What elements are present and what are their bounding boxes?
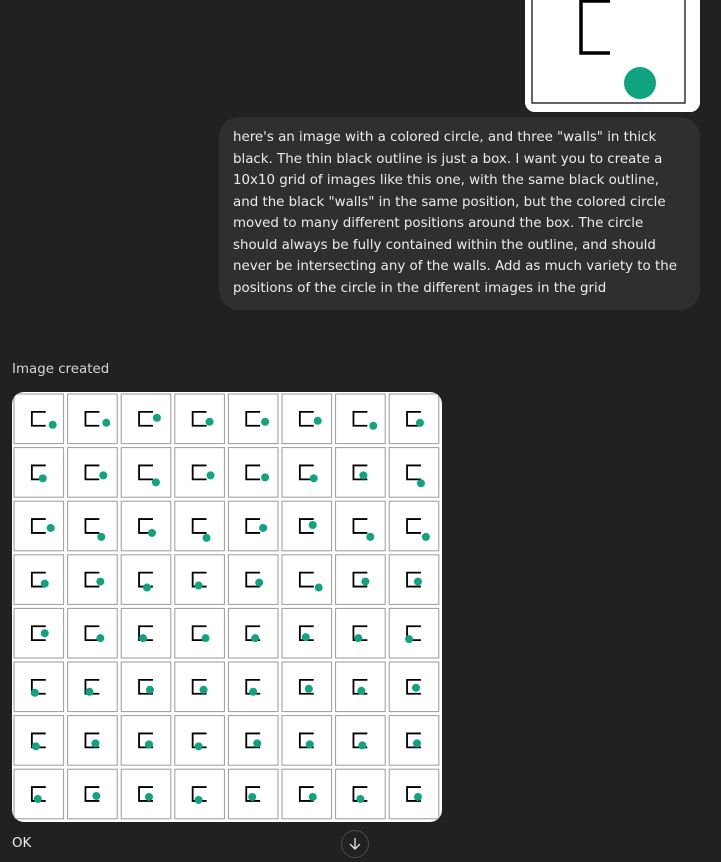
cell-circle [96,634,104,642]
cell-outline [68,662,118,712]
cell-circle [249,688,257,696]
cell-outline [336,716,386,766]
cell-circle [41,580,49,588]
grid-cell [389,555,439,605]
cell-outline [175,501,225,551]
grid-cell [121,662,171,712]
cell-circle [195,582,203,590]
grid-cell [336,662,386,712]
grid-cell [228,448,278,498]
generated-grid-drawing [12,392,442,822]
cell-outline [121,448,171,498]
cell-circle [357,687,365,695]
grid-cell [282,662,332,712]
grid-cell [175,662,225,712]
cell-circle [143,584,151,592]
cell-outline [68,501,118,551]
cell-circle [261,418,269,426]
grid-cell [282,716,332,766]
grid-cell [228,555,278,605]
grid-cell [336,501,386,551]
reference-image-drawing [525,0,700,112]
cell-outline [282,769,332,819]
grid-cell [389,448,439,498]
reference-circle [624,67,656,99]
scroll-down-button[interactable] [341,830,369,858]
grid-cell [175,716,225,766]
cell-circle [206,418,214,426]
cell-circle [251,634,259,642]
cell-circle [248,793,256,801]
grid-cell [282,555,332,605]
cell-outline [389,716,439,766]
grid-cell [14,769,64,819]
cell-circle [253,739,261,747]
cell-outline [121,662,171,712]
cell-circle [195,742,203,750]
cell-outline [282,555,332,605]
cell-outline [175,608,225,658]
cell-outline [68,394,118,444]
cell-outline [175,555,225,605]
cell-outline [389,448,439,498]
cell-circle [366,533,374,541]
cell-circle [361,578,369,586]
grid-cell [282,394,332,444]
cell-circle [413,739,421,747]
grid-cell [228,662,278,712]
cell-circle [314,417,322,425]
cell-circle [96,578,104,586]
grid-cell [228,501,278,551]
grid-cell [175,448,225,498]
cell-outline [68,769,118,819]
grid-cell [68,662,118,712]
grid-cell [14,501,64,551]
grid-cell [121,448,171,498]
cell-outline [14,555,64,605]
cell-outline [228,394,278,444]
cell-outline [14,448,64,498]
cell-circle [47,524,55,532]
cell-circle [354,634,362,642]
grid-cell [389,394,439,444]
cell-circle [422,533,430,541]
cell-circle [139,634,147,642]
cell-outline [228,448,278,498]
grid-cell [14,394,64,444]
cell-outline [228,608,278,658]
grid-cell [68,448,118,498]
cell-outline [336,769,386,819]
grid-cell [228,394,278,444]
cell-outline [14,716,64,766]
cell-outline [282,448,332,498]
cell-circle [405,635,413,643]
cell-circle [31,689,39,697]
assistant-reply-text: OK [12,836,32,851]
grid-cell [121,555,171,605]
cell-circle [306,740,314,748]
cell-outline [389,769,439,819]
grid-cell [228,716,278,766]
grid-cell [68,501,118,551]
cell-circle [414,793,422,801]
cell-outline [336,608,386,658]
grid-cell [389,716,439,766]
grid-cell [389,608,439,658]
grid-cell [389,662,439,712]
cell-circle [309,793,317,801]
cell-outline [336,662,386,712]
grid-cell [336,608,386,658]
cell-circle [369,422,377,430]
cell-outline [175,394,225,444]
cell-circle [99,471,107,479]
cell-circle [309,521,317,529]
cell-circle [416,419,424,427]
cell-circle [315,584,323,592]
cell-circle [32,742,40,750]
user-message-text: here's an image with a colored circle, and three "walls" in thick black. The thin black outline is just a box. I want you to create a 10x10 grid of images like this one, with the same black outline, and the black "walls" in the same position, but the colored circle moved to many different positions around the box. The circle should always be fully contained within the outline, and should never be intersecting any of the walls. Add as much variety to the positions of the circle in the different images in the grid [233,130,677,296]
cell-circle [85,688,93,696]
cell-outline [228,662,278,712]
cell-circle [153,414,161,422]
cell-outline [121,394,171,444]
cell-circle [359,471,367,479]
cell-circle [49,421,57,429]
cell-circle [412,684,420,692]
cell-outline [282,608,332,658]
cell-circle [358,741,366,749]
image-created-label: Image created [12,362,110,377]
cell-outline [14,394,64,444]
cell-circle [97,533,105,541]
grid-cell [389,501,439,551]
cell-circle [255,579,263,587]
grid-cell [14,608,64,658]
cell-circle [34,795,42,803]
generated-grid-image[interactable] [12,392,442,822]
cell-circle [148,529,156,537]
grid-cell [336,448,386,498]
cell-outline [389,394,439,444]
grid-cell [14,662,64,712]
cell-outline [228,501,278,551]
cell-circle [310,474,318,482]
cell-circle [92,792,100,800]
grid-cell [68,769,118,819]
grid-cell [68,716,118,766]
grid-cell [336,716,386,766]
cell-circle [356,795,364,803]
grid-cell [68,608,118,658]
user-message-bubble [219,117,700,310]
cell-circle [305,685,313,693]
cell-outline [389,501,439,551]
grid-cell [336,555,386,605]
cell-outline [175,769,225,819]
cell-outline [68,448,118,498]
grid-cell [282,448,332,498]
grid-cell [68,555,118,605]
cell-outline [282,716,332,766]
arrow-down-icon [348,837,362,851]
cell-circle [102,419,110,427]
cell-outline [121,555,171,605]
grid-cell [175,608,225,658]
cell-circle [302,633,310,641]
grid-cell [68,394,118,444]
cell-circle [145,793,153,801]
grid-cell [121,394,171,444]
cell-outline [175,448,225,498]
cell-outline [121,716,171,766]
cell-circle [207,471,215,479]
cell-outline [68,608,118,658]
cell-circle [145,740,153,748]
grid-cell [121,608,171,658]
cell-outline [282,501,332,551]
cell-outline [282,394,332,444]
cell-circle [41,629,49,637]
grid-cell [228,769,278,819]
grid-cell [175,501,225,551]
grid-cell [228,608,278,658]
cell-circle [152,478,160,486]
grid-cell [175,394,225,444]
grid-cell [14,716,64,766]
cell-outline [336,555,386,605]
grid-cell [121,769,171,819]
cell-outline [228,716,278,766]
cell-outline [14,662,64,712]
cell-outline [389,555,439,605]
cell-outline [336,448,386,498]
cell-outline [336,394,386,444]
grid-cell [14,448,64,498]
cell-circle [414,578,422,586]
grid-cell [175,769,225,819]
cell-outline [14,608,64,658]
grid-cell [282,769,332,819]
cell-outline [175,662,225,712]
cell-outline [336,501,386,551]
cell-circle [39,474,47,482]
cell-outline [121,501,171,551]
grid-cell [282,608,332,658]
cell-outline [14,769,64,819]
grid-cell [175,555,225,605]
cell-circle [91,739,99,747]
grid-cell [121,716,171,766]
cell-outline [68,716,118,766]
grid-cell [336,769,386,819]
cell-circle [417,479,425,487]
cell-outline [389,608,439,658]
cell-circle [259,524,267,532]
cell-outline [121,769,171,819]
cell-outline [68,555,118,605]
grid-cell [389,769,439,819]
cell-outline [175,716,225,766]
cell-outline [14,501,64,551]
cell-circle [200,686,208,694]
cell-circle [202,634,210,642]
grid-cell [121,501,171,551]
cell-circle [203,534,211,542]
cell-circle [195,796,203,804]
cell-outline [121,608,171,658]
grid-cell [282,501,332,551]
cell-circle [146,686,154,694]
cell-circle [261,473,269,481]
grid-cell [336,394,386,444]
attached-reference-image[interactable] [525,0,700,112]
grid-cell [14,555,64,605]
cell-outline [228,555,278,605]
